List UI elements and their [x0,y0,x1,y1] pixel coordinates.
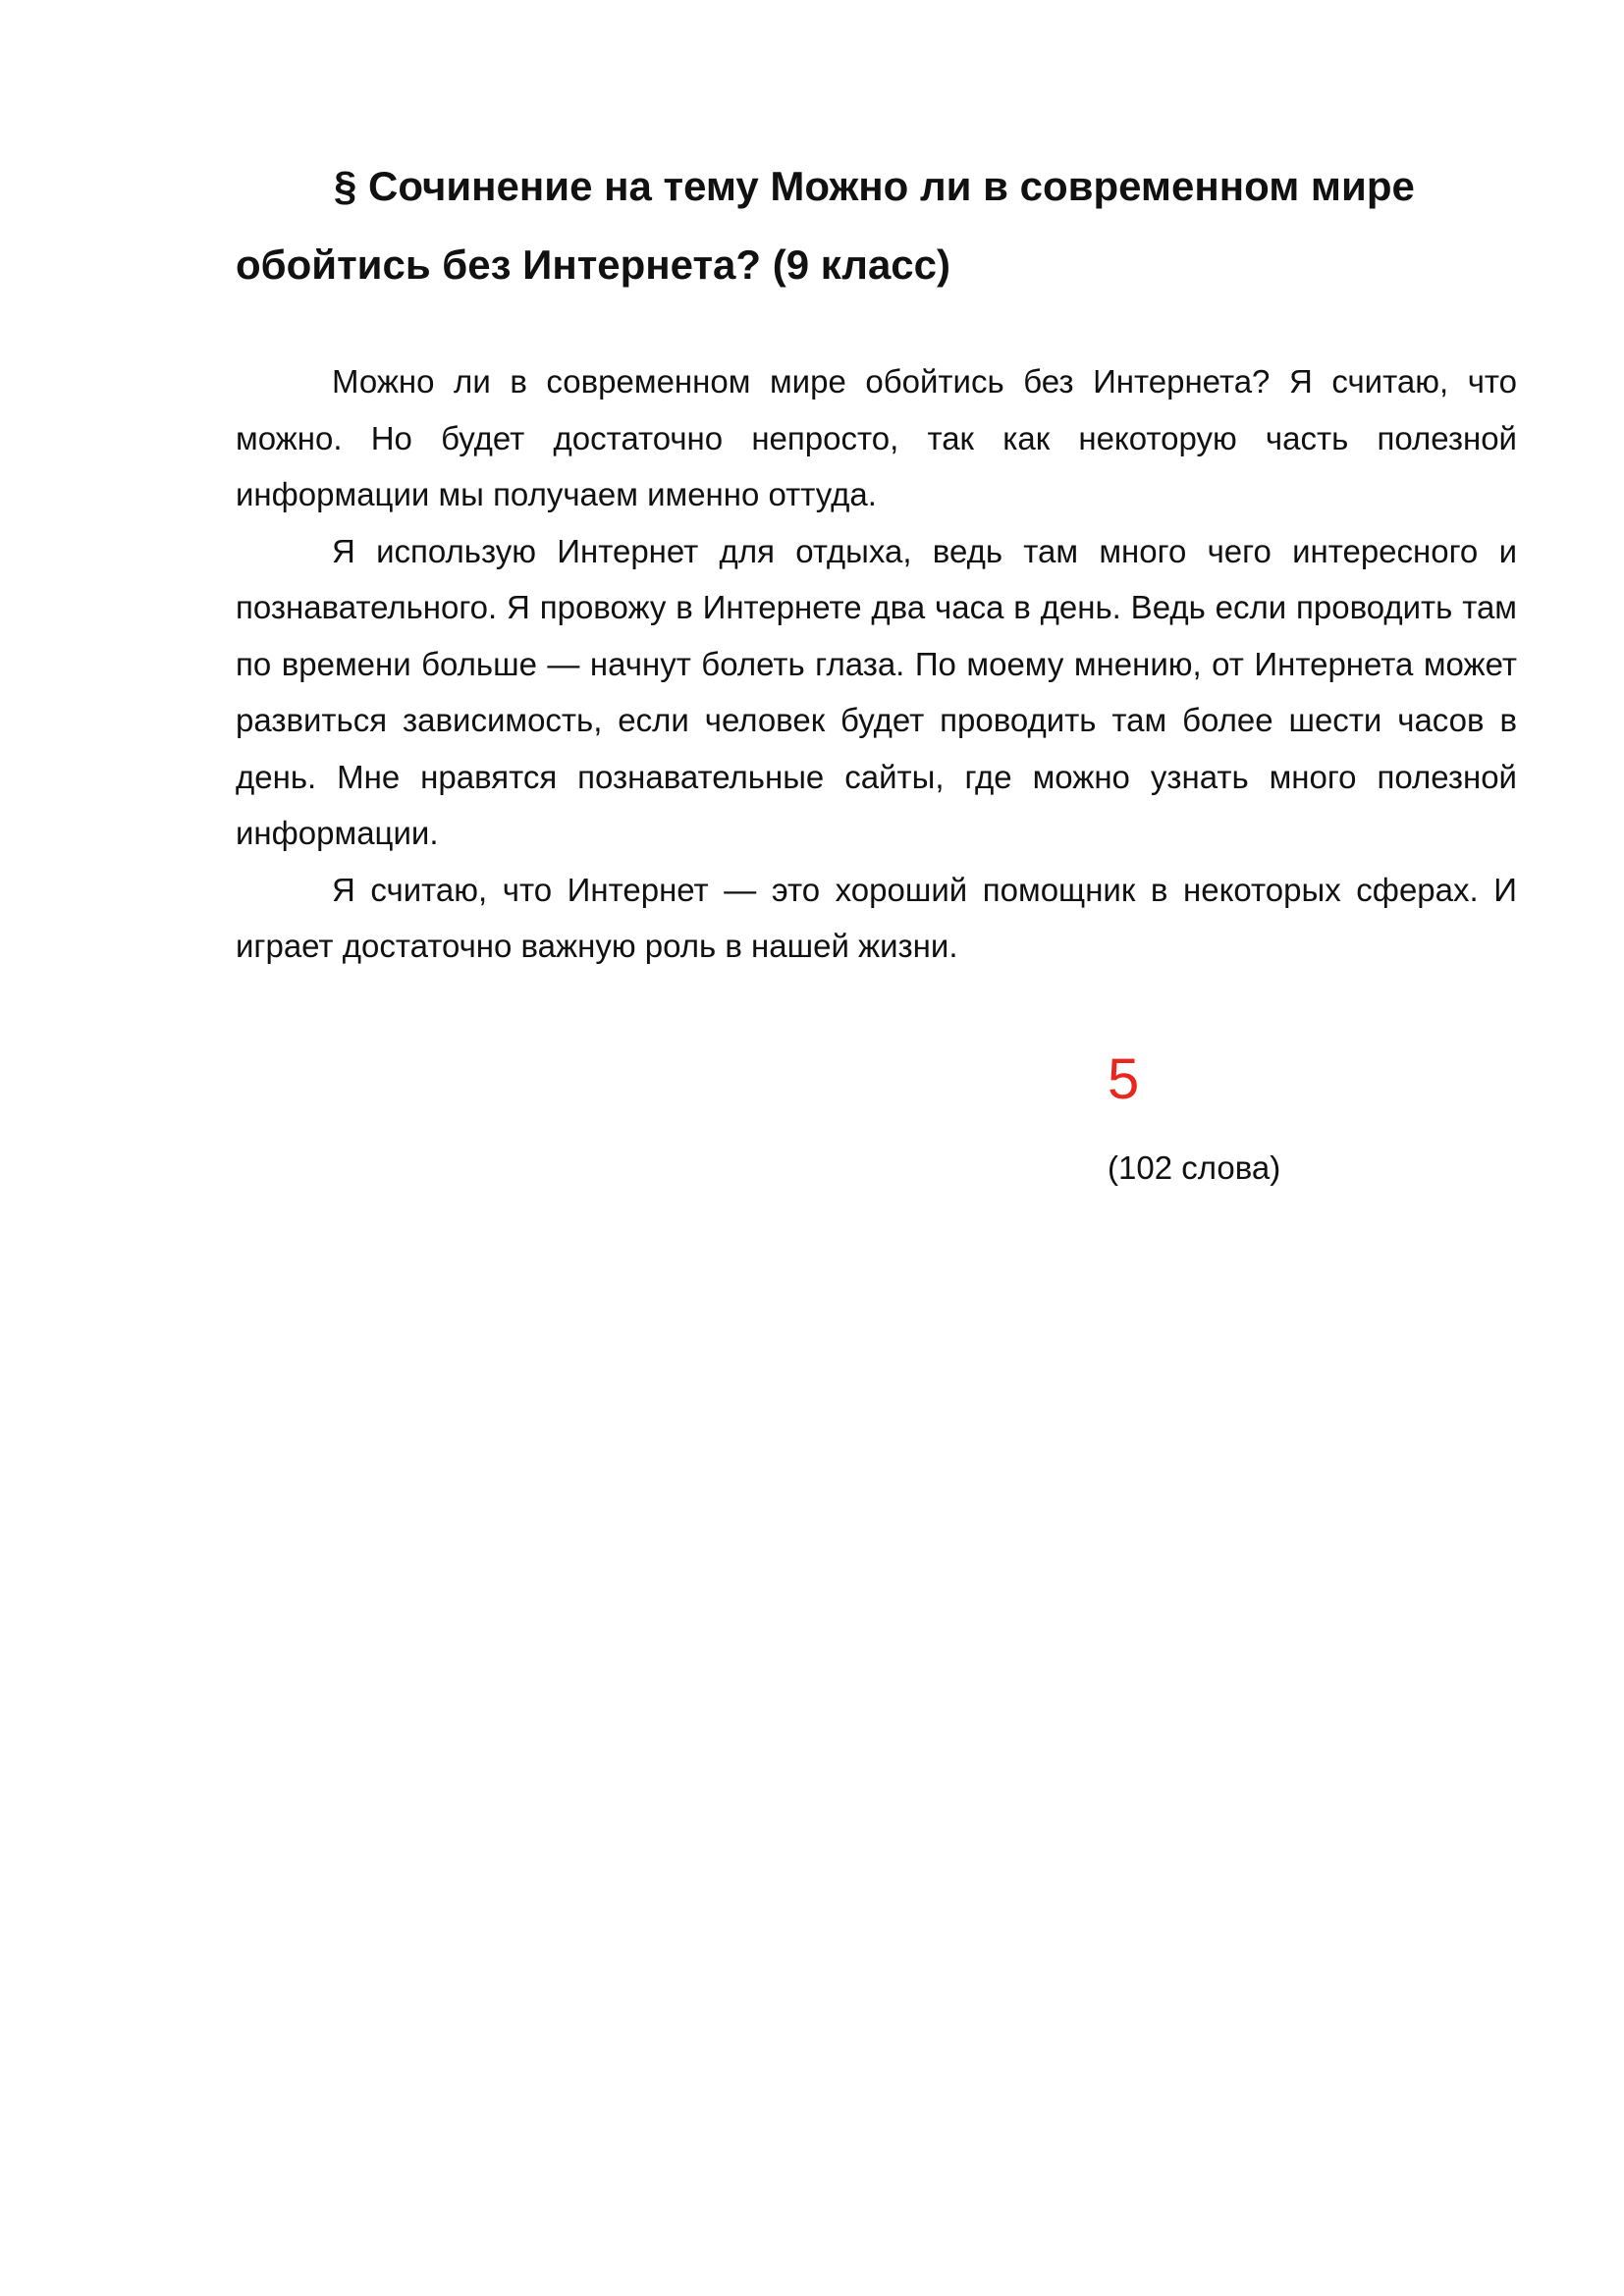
essay-paragraph: Я считаю, что Интернет — это хороший помощник в некоторых сферах. И играет достаточно важную роль в нашей жизни. [236,871,1517,964]
essay-body [236,353,1517,975]
document-content [236,147,1517,975]
essay-title: § Сочинение на тему Можно ли в современном мире обойтись без Интернета? (9 класс) [236,163,1415,288]
grade-mark: 5 [1108,1047,1140,1111]
essay-paragraph: Я использую Интернет для отдыха, ведь там много чего интересного и познавательного. Я провожу в Интернете два часа в день. Ведь если проводить там по времени больше — начнут болеть глаза. По моему мнению, от Интернета может развиться зависимость, если человек будет проводить там более шести часов в день. Мне нравятся познавательные сайты, где можно узнать много полезной информации. [236,532,1517,851]
word-count: (102 слова) [1108,1149,1281,1186]
essay-paragraph: Можно ли в современном мире обойтись без Интернета? Я считаю, что можно. Но будет достаточно непросто, так как некоторую часть полезной информации мы получаем именно оттуда. [236,363,1517,512]
